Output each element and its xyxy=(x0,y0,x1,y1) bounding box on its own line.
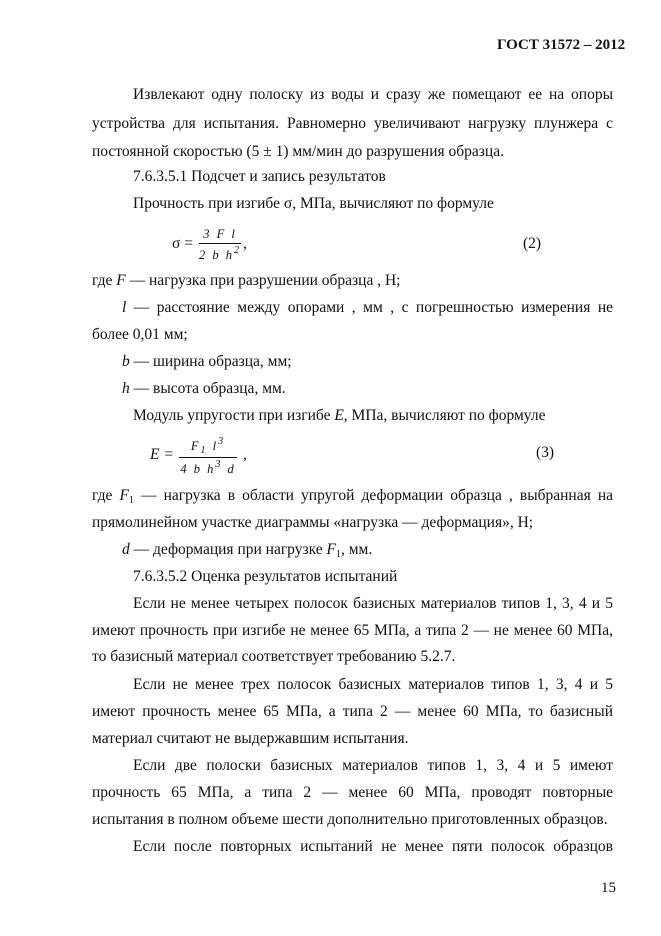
where-prefix: где xyxy=(92,272,113,289)
denominator-exponent: 2 xyxy=(234,245,241,256)
variable-description: — расстояние между опорами , мм , с погрешностью измерения не xyxy=(133,299,614,316)
section-heading xyxy=(133,168,386,186)
paragraph-line: Извлекают одну полоску из воды и сразу же помещают ее на опоры xyxy=(133,86,613,103)
section-number: 7.6.3.5.1 xyxy=(133,168,188,185)
variable-definition xyxy=(122,380,286,398)
fraction-bar xyxy=(199,243,241,244)
section-title: Оценка результатов испытаний xyxy=(191,568,398,585)
paragraph-line: постоянной скоростью (5 ± 1) мм/мин до разрушения образца. xyxy=(92,143,504,160)
paragraph-line: Если две полоски базисных материалов типов 1, 3, 4 и 5 имеют xyxy=(133,757,613,774)
section-heading xyxy=(133,568,397,586)
document-header: ГОСТ 31572 – 2012 xyxy=(497,37,626,53)
formula-2-tail: , xyxy=(243,235,247,252)
intro-text: , МПа, вычисляют по формуле xyxy=(343,407,546,424)
paragraph-line: Если не менее четырех полосок базисных материалов типов 1, 3, 4 и 5 xyxy=(133,595,613,612)
numerator-symbol: l xyxy=(212,439,219,453)
variable-description: — высота образца, мм. xyxy=(133,380,286,397)
formula-3-numerator xyxy=(179,436,237,456)
paragraph-line: испытания в полном объеме шести дополнительно приготовленных образцов. xyxy=(92,811,608,828)
variable-subscript: 1 xyxy=(335,549,341,560)
paragraph-line: имеют прочность при изгибе не менее 65 МПа, а типа 2 — не менее 60 МПа, xyxy=(92,622,613,639)
variable-description: — нагрузка при разрушении образца , Н; xyxy=(129,272,401,289)
paragraph-line: материал считают не выдержавшим испытания. xyxy=(92,730,409,747)
variable-symbol: F xyxy=(326,541,336,558)
paragraph-line: более 0,01 мм; xyxy=(92,326,188,343)
numerator-subscript: 1 xyxy=(200,445,208,456)
fraction-bar xyxy=(179,457,237,458)
variable-description: — деформация при нагрузке xyxy=(133,541,323,558)
paragraph-line: имеют прочность менее 65 МПа, а типа 2 — менее 60 МПа, то базисный xyxy=(92,703,613,720)
variable-symbol: d xyxy=(122,541,130,558)
formula-intro xyxy=(133,407,545,425)
denominator-exponent: 3 xyxy=(215,459,223,470)
section-title: Подсчет и запись результатов xyxy=(191,168,386,185)
page-number: 15 xyxy=(601,880,616,896)
formula-2-denominator xyxy=(199,245,241,263)
paragraph-line: прямолинейном участке диаграммы «нагрузка — деформация», Н; xyxy=(92,514,534,531)
variable-definition xyxy=(122,299,613,317)
formula-3-tail: , xyxy=(243,446,247,463)
paragraph-line: Если после повторных испытаний не менее пяти полосок образцов xyxy=(133,838,613,855)
paragraph-line: устройства для испытания. Равномерно увеличивают нагрузку плунжера с xyxy=(92,115,613,132)
variable-description: — ширина образца, мм; xyxy=(133,353,292,370)
variable-symbol: F xyxy=(116,272,126,289)
paragraph-line: прочность 65 МПа, а типа 2 — менее 60 МПа, проводят повторные xyxy=(92,784,613,801)
intro-text: Модуль упругости при изгибе xyxy=(133,407,331,424)
formula-3-fraction xyxy=(179,436,237,477)
paragraph-line: Если не менее трех полосок базисных материалов типов 1, 3, 4 и 5 xyxy=(133,676,613,693)
numerator-exponent: 3 xyxy=(218,436,226,447)
variable-symbol: b xyxy=(122,353,130,370)
formula-2-numerator: 3 F l xyxy=(203,227,237,241)
variable-definition xyxy=(92,272,400,290)
paragraph-line: то базисный материал соответствует требованию 5.2.7. xyxy=(92,648,456,665)
variable-definition xyxy=(122,541,372,560)
variable-subscript: 1 xyxy=(128,495,134,506)
formula-intro: Прочность при изгибе σ, МПа, вычисляют по формуле xyxy=(133,195,494,212)
denominator-base: 2 b h xyxy=(199,248,234,262)
formula-3-denominator xyxy=(179,459,237,477)
where-prefix: где xyxy=(92,487,113,504)
variable-symbol: F xyxy=(119,487,129,504)
formula-2-lhs: σ = xyxy=(172,235,193,252)
variable-symbol: l xyxy=(122,299,127,316)
formula-2-fraction xyxy=(199,227,241,263)
denominator-symbol: d xyxy=(227,462,236,476)
variable-description: — нагрузка в области упругой деформации образца , выбранная на xyxy=(140,487,613,504)
section-number: 7.6.3.5.2 xyxy=(133,568,188,585)
variable-description: , мм. xyxy=(340,541,373,558)
equation-number: (3) xyxy=(536,444,555,461)
denominator-base: 4 b h xyxy=(180,462,216,476)
variable-definition xyxy=(122,353,292,371)
equation-number: (2) xyxy=(523,235,542,252)
variable-symbol: E xyxy=(334,407,344,424)
variable-definition xyxy=(92,487,613,506)
formula-3-lhs: E = xyxy=(150,446,174,463)
numerator-symbol: F xyxy=(190,439,201,453)
variable-symbol: h xyxy=(122,380,130,397)
